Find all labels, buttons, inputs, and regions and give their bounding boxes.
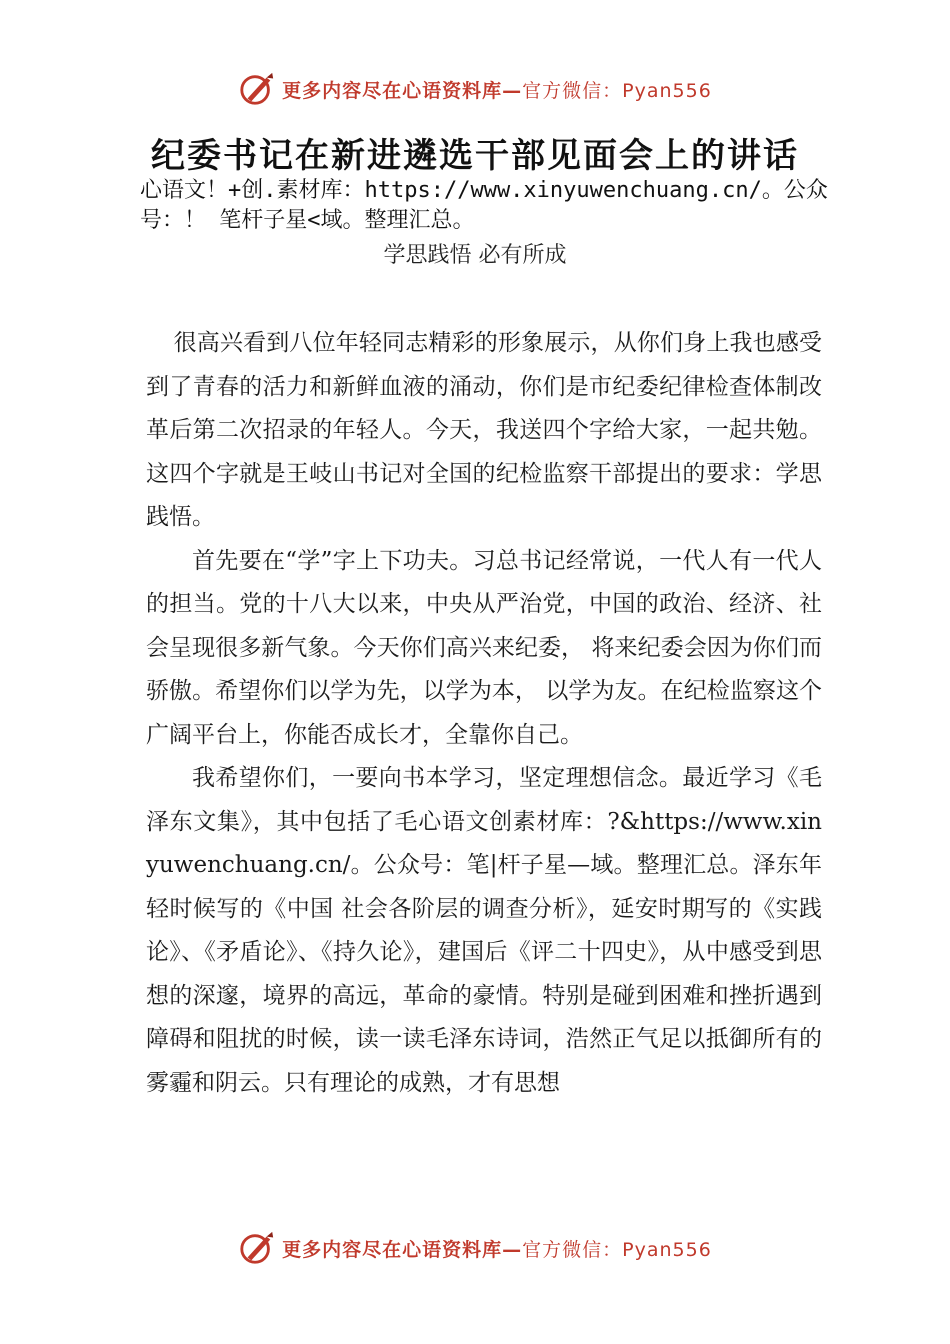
article-body	[146, 322, 822, 1105]
source-line: 心语文！+创.素材库：https://www.xinyuwenchuang.cn/。公众号：！ 笔杆子星<域。整理汇总。	[140, 178, 828, 233]
footer-banner-text: 更多内容尽在心语资料库—官方微信：Pyan556	[282, 1238, 712, 1261]
footer-banner	[0, 1229, 950, 1267]
page-title: 纪委书记在新进遴选干部见面会上的讲话	[151, 136, 799, 176]
motto: 学思践悟 必有所成	[383, 243, 567, 268]
brush-pen-logo-icon	[238, 70, 276, 108]
paragraph-2: 首先要在“学”字上下功夫。习总书记经常说，一代人有一代人的担当。党的十八大以来，中央从严治党，中国的政治、经济、社会呈现很多新气象。今天你们高兴来纪委， 将来纪委会因为你们而骄傲。希望你们以学为先，以学为本， 以学为友。在纪检监察这个广阔平台上，你能否成长才，全靠你自己。	[146, 547, 822, 748]
header-banner-text: 更多内容尽在心语资料库—官方微信：Pyan556	[282, 79, 712, 102]
paragraph-3: 我希望你们，一要向书本学习，坚定理想信念。最近学习《毛泽东文集》，其中包括了毛心语文创素材库：?&https://www.xinyuwenchuang.cn/。公众号：笔|杆子星—域。整理汇总。泽东年轻时候写的《中国 社会各阶层的调查分析》，延安时期写的《实践论》、《矛盾论》、《持久论》，建国后《评二十四史》，从中感受到思想的深邃，境界的高远，革命的豪情。特别是碰到困难和挫折遇到障碍和阻扰的时候，读一读毛泽东诗词，浩然正气足以抵御所有的雾霾和阴云。只有理论的成熟，才有思想	[146, 765, 822, 1096]
header-banner	[0, 70, 950, 108]
brush-pen-logo-icon	[238, 1229, 276, 1267]
paragraph-1: 很高兴看到八位年轻同志精彩的形象展示，从你们身上我也感受到了青春的活力和新鲜血液的涌动，你们是市纪委纪律检查体制改革后第二次招录的年轻人。今天，我送四个字给大家，一起共勉。这四个字就是王岐山书记对全国的纪检监察干部提出的要求：学思践悟。	[146, 330, 822, 530]
